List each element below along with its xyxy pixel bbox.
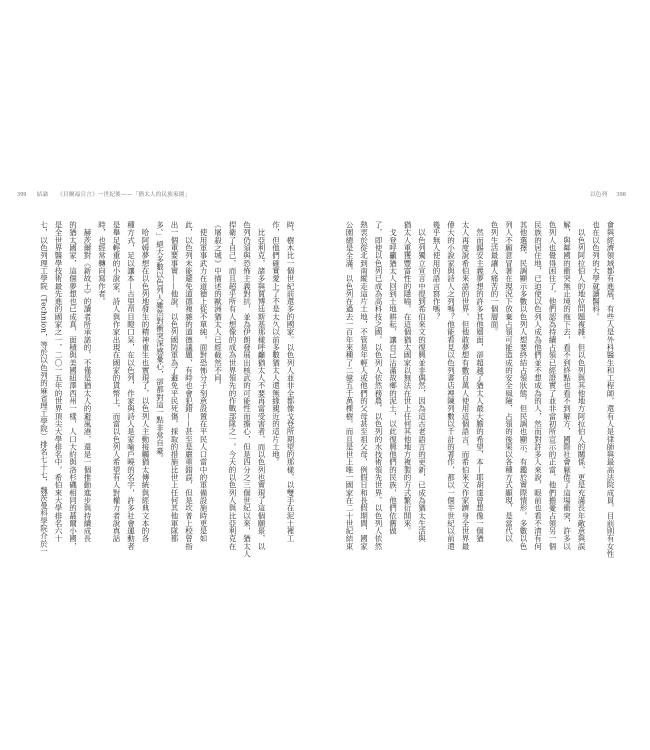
text-column: 戈登呼籲猶太人回到土地耕耘，讓自己沾滿故鄉的泥土，以此復興他們的民族，他們依舊做 [388,221,398,535]
text-column: 民族的居住地，已迫使以色列人成為他們並不想成為的人，然而對許多人來說，眼前也看不清有何 [533,221,543,550]
text-column: 以色列獨立宣言中提到希伯來文的復興並非偶然，因為這古老語言的更新，已成為猶太生活與 [417,221,427,543]
text-column: 時，樹木比一個世紀前還多的國家。以色列人並非全都像戈登所期望的那樣，以雙手在泥土裡工 [286,221,295,543]
text-column: 解，與鄰國的衝突無止境的拖下去，看不到終點也看不到解方，國際社會厭倦了這場衝突，許多以 [562,221,572,550]
text-column: 色列生活最讓人痛苦的一個層面。 [490,221,499,336]
text-column: 哈阿姆夢想在以色列地發生的精神重生也實現了，以色列人主動接觸猶太傳統與經典文本的各 [141,221,150,543]
text-column: 偉大的小說家與詩人之列嗎？他能看見以色列書店裡陳列數以千計的著作，都以一個半世紀以前還 [446,221,456,550]
text-column: 是舉足輕重的小說家，詩人與作家出現在國家的貨幣上，而當以色列人希望有人對權力者說真話 [112,221,121,543]
text-column: 的猶太國家，這個夢想也已成真，面積與美國紐澤西州一樣，人口大約與洛杉磯相同的蕞爾小國， [68,221,78,550]
right-running-header [590,190,626,200]
text-column: 比亞利克，諸多與賈博廷斯基那樣呼籲猶太人不要再當受害者，而以色列也實現了這個願景，以 [257,221,266,550]
book-title: 以色列 [590,192,608,198]
text-column: 幾乎無人使用的語言寫作嗎？ [432,221,441,321]
text-column: 以色列阿拉伯人的地位問題複雜，但以色列與其他地方阿拉伯人的關係，更是充滿長年敵意與誤 [577,221,586,550]
text-column: 七，以色列理工學院（Technion，等於以色列的麻省理工學院）排名七十七，魏茨曼科學院介於一 [39,221,49,556]
text-column: 多。」絕大多數以色列人雖然對衝突深感憂心，卻都對這一點非常自豪。 [155,221,165,463]
text-column: 是全世界醫學技術最先進的國家之一，二〇一五年的世界頂尖大學排名中，希伯來大學排名六十 [54,221,63,543]
text-column: 時，也經常轉向寫作者。 [97,221,107,306]
chapter-title: 《貝爾福宣言》一世紀後——「猶太人的民族家園」 [57,192,191,198]
text-column: 會與經濟領域都有進展，有些人是外科醫生和工程師，還有人是律師與最高法院成員，目前則有女性 [606,221,615,558]
text-column: 也在以色列的大學就讀醫科。 [591,221,601,321]
text-column: 公園總是全滿，以色列在過去一百年來種了二億五千萬棵樹，而且是世上唯一國家在二十世紀結束 [345,221,354,550]
text-column: 作，但他們確實愛上了不是太久以前多數猶太人還無緣親近的這片土地。 [271,221,281,466]
text-column: 使用軍事武力在道德上從不單純，面對恐怖分子刻意設置在平民人口當中的軍備設施時更是如 [199,221,208,543]
text-column: 了，即使以色列已成為高科技之國，以色列人依然務農，以色列的水技術領先世界，以色列人依然 [374,221,383,550]
text-column: 色列人也覺得困住了，他們認為持續占領已經證實了並非當初所宣示的正當，他們擔憂占領另一個 [548,221,557,550]
right-page-body [341,221,617,558]
text-column: 熱衷於從北到南縱走這片土地，不管是年輕人或他們的父母甚至祖父母，例假日和長假期間，國家 [359,221,369,550]
text-column: 赫茨爾對《新故土》的讀者所承諾的，不僅是猶太人的避風港，還是一個推動進步與持續成長 [83,221,92,543]
section-label: 結論 [36,192,49,198]
right-page-number: 398 [616,192,626,198]
left-page-body [36,221,297,558]
text-column: 色列仍須與恐怖主義對抗，並為伊朗發展出核武的可能性而擔心，但是四分之三個世紀以來，猶太人 [242,221,252,558]
left-page-number: 399 [17,192,27,198]
text-column: 猶太人重獲豐富性的隱喻，在這個猶太國家以無法在世上任何其他地方複製的方式繁衍開來。 [403,221,412,535]
text-column: 《屠殺之城》中描述的歐洲猶太人已經截然不同。 [213,221,223,390]
text-column: 種方式，足以讓本—古里昂目瞪口呆，在以色列，作家與詩人是家喻戶曉的名字，許多社會運動者 [126,221,136,550]
text-column: 其他選擇，民調顯示多數以色列人想要終結占領狀態，但民調也顯示，有鑑於實際情形，多數以色 [519,221,528,550]
text-column: 捍衛了自己，而且超乎所有人想像的成為世界領先的作戰部隊之一，今天的以色列人與比亞利克在 [228,221,237,550]
text-column: 列人不願意冒著在現況下放棄占領可能造成的安全風險，占領的後果以各種方式顯現，是當代以 [504,221,514,543]
text-column: 太人再度說希伯來語的世界，但他敢夢想有數百萬人使用這個語言，而希伯來文作家躋身全世界最 [461,221,470,550]
text-column: 然而錫安主義夢想的許多其他層面，卻超越了猶太人最大膽的希望，本—耶胡達曾想像一個猶 [475,221,485,543]
left-running-header [17,190,190,200]
text-column: 出一個重要事實——他說，以色列國防軍為了避免平民死傷，採取的措施比世上任何其他軍隊都 [170,221,179,543]
text-column: 此，以色列未能避免道德複雜的道德議題，有時也會犯錯——甚至是嚴重錯誤，但是坎普上校曾指 [184,221,194,550]
